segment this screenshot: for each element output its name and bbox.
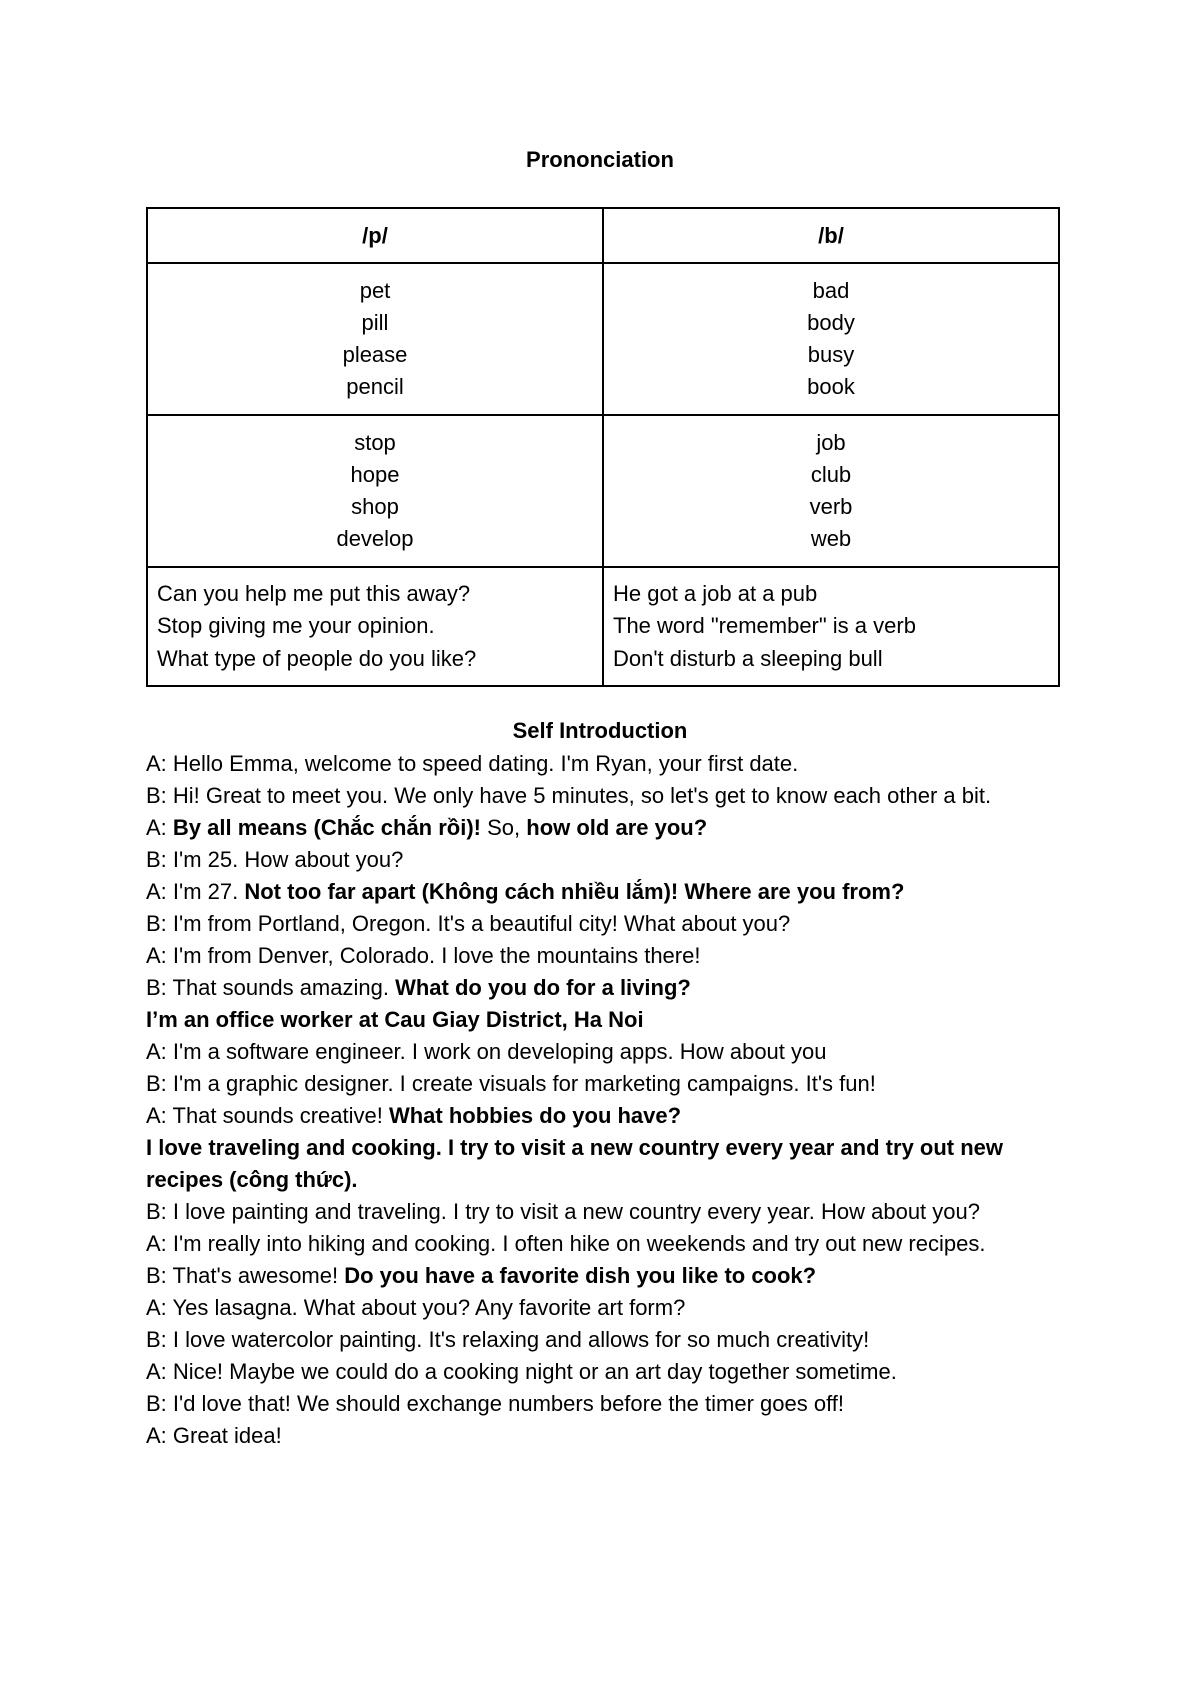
line-text: B: I'm 25. How about you? bbox=[146, 847, 404, 872]
b-sentences bbox=[603, 567, 1059, 686]
line-bold: Do you have a favorite dish you like to cook? bbox=[344, 1263, 817, 1288]
line-text: A: Yes lasagna. What about you? Any favorite art form? bbox=[146, 1295, 686, 1320]
b-final-words bbox=[603, 415, 1059, 567]
word: club bbox=[810, 462, 852, 487]
line-bold: how old are you? bbox=[526, 815, 708, 840]
pronunciation-table bbox=[146, 207, 1060, 687]
header-b: /b/ bbox=[603, 208, 1059, 263]
word: hope bbox=[350, 462, 400, 487]
line-text: A: I'm 27. bbox=[146, 879, 245, 904]
table-row bbox=[147, 263, 1059, 415]
line-text: A: Great idea! bbox=[146, 1423, 282, 1448]
line-text: B: I'm from Portland, Oregon. It's a beautiful city! What about you? bbox=[146, 911, 791, 936]
dialogue-line bbox=[146, 1420, 1056, 1452]
line-text: B: I'd love that! We should exchange numbers before the timer goes off! bbox=[146, 1391, 845, 1416]
document-title: Prononciation bbox=[526, 147, 674, 172]
dialogue-line bbox=[146, 1100, 1056, 1132]
table-header-row bbox=[147, 208, 1059, 263]
dialogue-line bbox=[146, 1228, 1056, 1260]
sentence: The word "remember" is a verb bbox=[613, 613, 916, 639]
word: pencil bbox=[346, 374, 404, 399]
word: book bbox=[807, 374, 855, 399]
dialogue-line bbox=[146, 1260, 1056, 1292]
line-text: B: Hi! Great to meet you. We only have 5 minutes, so let's get to know each other a bit. bbox=[146, 783, 992, 808]
dialogue-line bbox=[146, 1004, 1056, 1036]
dialogue bbox=[146, 748, 1056, 1452]
word: body bbox=[807, 310, 855, 335]
line-text: B: That's awesome! bbox=[146, 1263, 345, 1288]
word: bad bbox=[812, 278, 850, 303]
word: busy bbox=[807, 342, 855, 367]
dialogue-line bbox=[146, 780, 1056, 812]
p-sentences bbox=[147, 567, 603, 686]
line-bold: What do you do for a living? bbox=[395, 975, 691, 1000]
line-text: A: I'm a software engineer. I work on developing apps. How about you bbox=[146, 1039, 827, 1064]
line-text: A: Hello Emma, welcome to speed dating. I'm Ryan, your first date. bbox=[146, 751, 799, 776]
line-bold: Not too far apart (Không cách nhiều lắm)! Where are you from? bbox=[244, 879, 905, 904]
dialogue-line bbox=[146, 1196, 1056, 1228]
dialogue-line bbox=[146, 1068, 1056, 1100]
sentence: Stop giving me your opinion. bbox=[157, 613, 435, 639]
word: develop bbox=[336, 526, 414, 551]
word: shop bbox=[351, 494, 399, 519]
line-bold: I’m an office worker at Cau Giay District, Ha Noi bbox=[146, 1007, 644, 1032]
word: web bbox=[810, 526, 852, 551]
line-bold: I love traveling and cooking. I try to visit a new country every year and try out new recipes (công thức). bbox=[146, 1135, 1004, 1192]
line-text: B: I'm a graphic designer. I create visuals for marketing campaigns. It's fun! bbox=[146, 1071, 876, 1096]
sentence: Can you help me put this away? bbox=[157, 580, 471, 606]
word: pill bbox=[361, 310, 389, 335]
sentence: Don't disturb a sleeping bull bbox=[613, 645, 883, 671]
line-text: A: I'm from Denver, Colorado. I love the mountains there! bbox=[146, 943, 701, 968]
word: stop bbox=[354, 430, 396, 455]
dialogue-line bbox=[146, 1388, 1056, 1420]
line-text: A: bbox=[146, 815, 173, 840]
table-row bbox=[147, 567, 1059, 686]
dialogue-line bbox=[146, 1356, 1056, 1388]
line-text: B: That sounds amazing. bbox=[146, 975, 396, 1000]
dialogue-line bbox=[146, 748, 1056, 780]
dialogue-line bbox=[146, 876, 1056, 908]
line-bold: By all means (Chắc chắn rồi)! bbox=[172, 815, 481, 840]
dialogue-line bbox=[146, 812, 1056, 844]
dialogue-line bbox=[146, 908, 1056, 940]
dialogue-line bbox=[146, 1132, 1056, 1196]
line-text: A: Nice! Maybe we could do a cooking night or an art day together sometime. bbox=[146, 1359, 897, 1384]
dialogue-line bbox=[146, 844, 1056, 876]
sentence: He got a job at a pub bbox=[613, 580, 818, 606]
dialogue-line bbox=[146, 1036, 1056, 1068]
p-initial-words bbox=[147, 263, 603, 415]
line-text: A: I'm really into hiking and cooking. I often hike on weekends and try out new recipes. bbox=[146, 1231, 986, 1256]
dialogue-line bbox=[146, 1324, 1056, 1356]
sentence: What type of people do you like? bbox=[157, 645, 477, 671]
line-text: So, bbox=[481, 815, 527, 840]
word: pet bbox=[359, 278, 391, 303]
dialogue-line bbox=[146, 972, 1056, 1004]
line-text: A: That sounds creative! bbox=[146, 1103, 389, 1128]
line-text: B: I love painting and traveling. I try to visit a new country every year. How about you? bbox=[146, 1199, 980, 1224]
p-final-words bbox=[147, 415, 603, 567]
word: please bbox=[342, 342, 408, 367]
line-bold: What hobbies do you have? bbox=[388, 1103, 682, 1128]
table-row bbox=[147, 415, 1059, 567]
line-text: B: I love watercolor painting. It's relaxing and allows for so much creativity! bbox=[146, 1327, 870, 1352]
word: verb bbox=[809, 494, 853, 519]
b-initial-words bbox=[603, 263, 1059, 415]
header-p: /p/ bbox=[147, 208, 603, 263]
dialogue-line bbox=[146, 1292, 1056, 1324]
dialogue-line bbox=[146, 940, 1056, 972]
section-title: Self Introduction bbox=[512, 718, 688, 743]
word: job bbox=[816, 430, 846, 455]
